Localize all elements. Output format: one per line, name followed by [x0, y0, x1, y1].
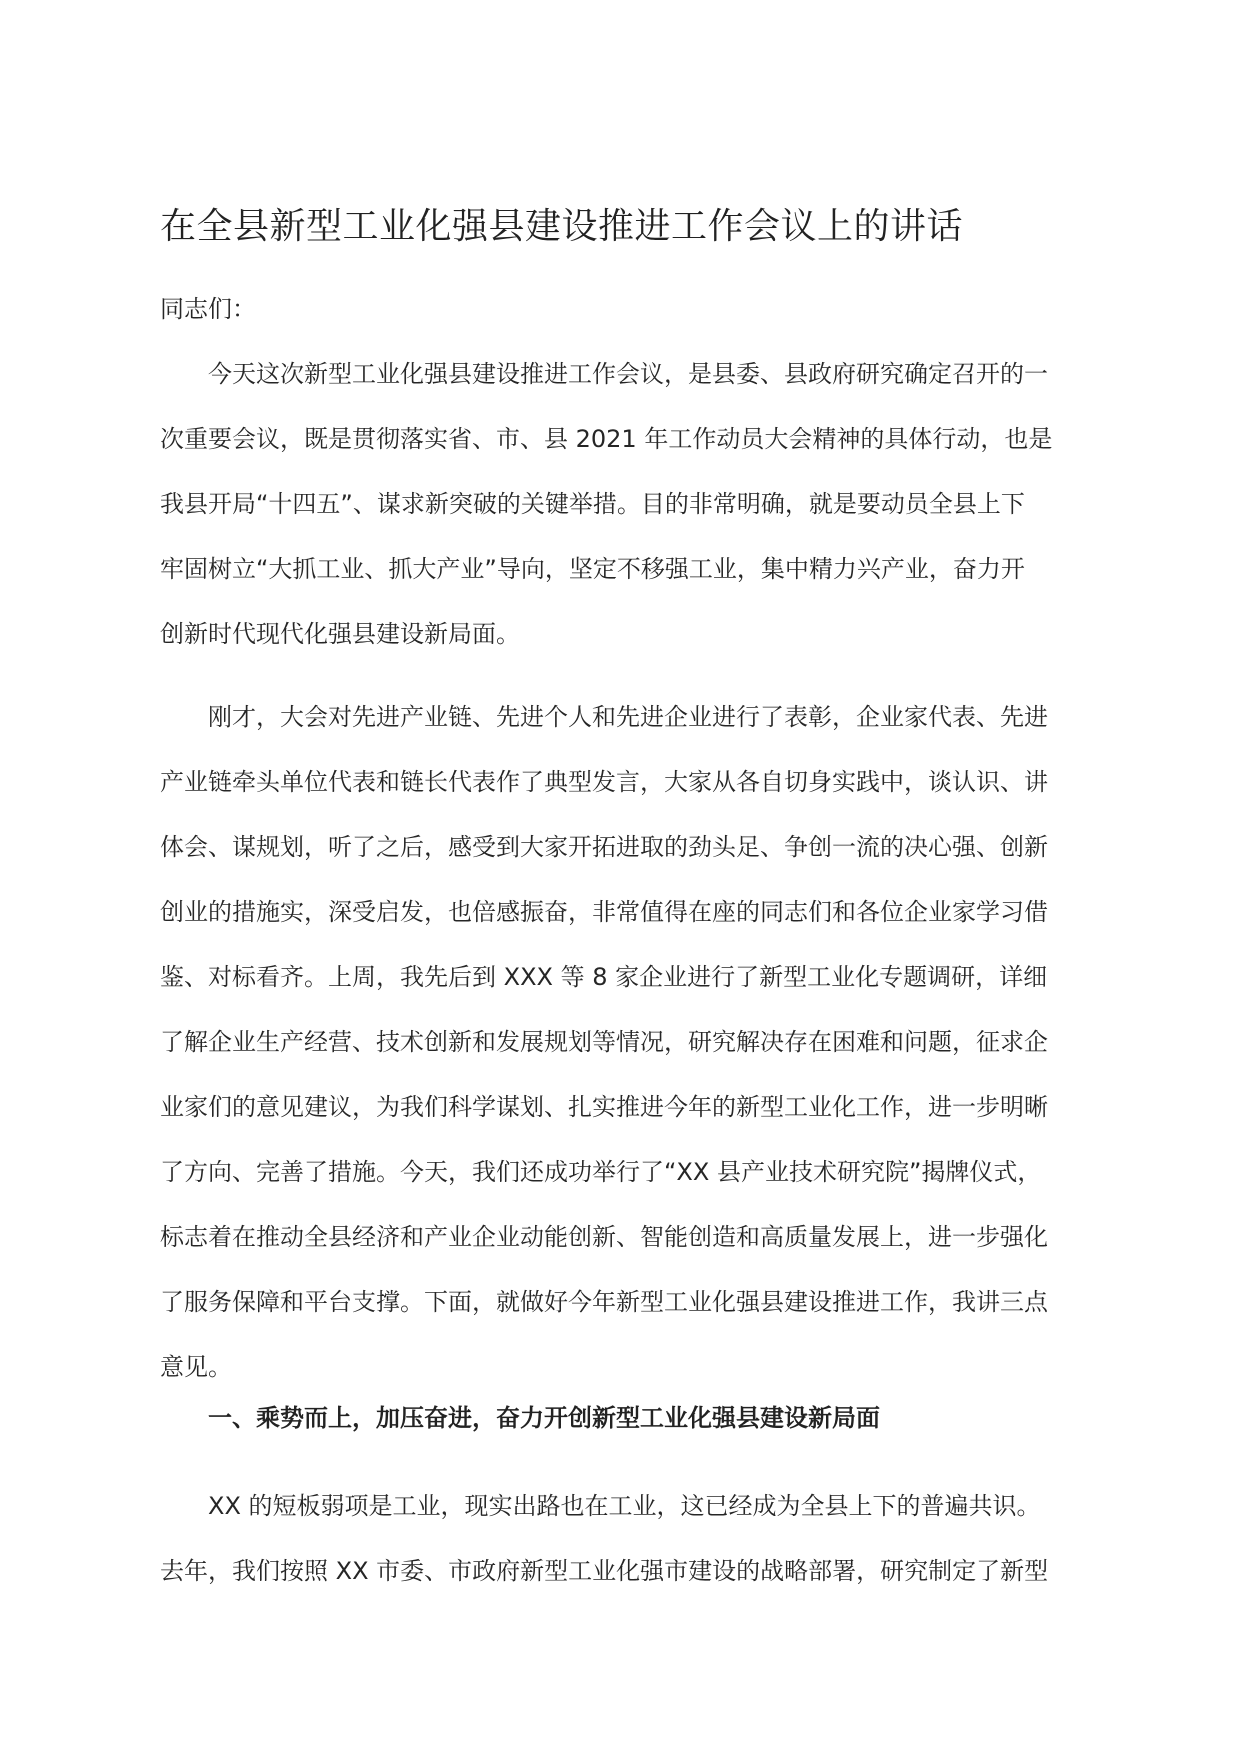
- salutation: 同志们：: [160, 295, 256, 323]
- paragraph-line: 鉴、对标看齐。上周，我先后到 XXX 等 8 家企业进行了新型工业化专题调研，详细: [160, 963, 1048, 991]
- paragraph-line: 了方向、完善了措施。今天，我们还成功举行了“XX 县产业技术研究院”揭牌仪式，: [160, 1158, 1042, 1186]
- paragraph-section-one: [160, 1474, 1120, 1604]
- section-heading: 一、乘势而上，加压奋进，奋力开创新型工业化强县建设新局面: [208, 1404, 880, 1432]
- paragraph-line: 创业的措施实，深受启发，也倍感振奋，非常值得在座的同志们和各位企业家学习借: [160, 898, 1048, 926]
- paragraph-line: 意见。: [160, 1353, 232, 1381]
- paragraph-line: 去年，我们按照 XX 市委、市政府新型工业化强市建设的战略部署，研究制定了新型: [160, 1557, 1049, 1585]
- paragraph-line: 了服务保障和平台支撑。下面，就做好今年新型工业化强县建设推进工作，我讲三点: [160, 1288, 1048, 1316]
- paragraph-opening: [160, 342, 1120, 667]
- document-title: 在全县新型工业化强县建设推进工作会议上的讲话: [160, 206, 964, 247]
- paragraph-line: 我县开局“十四五”、谋求新突破的关键举措。目的非常明确，就是要动员全县上下: [160, 490, 1025, 518]
- paragraph-line: 次重要会议，既是贯彻落实省、市、县 2021 年工作动员大会精神的具体行动，也是: [160, 425, 1053, 453]
- paragraph-line: 创新时代现代化强县建设新局面。: [160, 620, 520, 648]
- paragraph-line: 牢固树立“大抓工业、抓大产业”导向，坚定不移强工业，集中精力兴产业，奋力开: [160, 555, 1025, 583]
- paragraph-review: [160, 685, 1120, 1400]
- paragraph-line: 业家们的意见建议，为我们科学谋划、扎实推进今年的新型工业化工作，进一步明晰: [160, 1093, 1048, 1121]
- paragraph-line: 刚才，大会对先进产业链、先进个人和先进企业进行了表彰，企业家代表、先进: [208, 703, 1048, 731]
- paragraph-line: 了解企业生产经营、技术创新和发展规划等情况，研究解决存在困难和问题，征求企: [160, 1028, 1048, 1056]
- paragraph-line: 今天这次新型工业化强县建设推进工作会议，是县委、县政府研究确定召开的一: [208, 360, 1048, 388]
- paragraph-line: XX 的短板弱项是工业，现实出路也在工业，这已经成为全县上下的普遍共识。: [208, 1492, 1041, 1520]
- paragraph-line: 产业链牵头单位代表和链长代表作了典型发言，大家从各自切身实践中，谈认识、讲: [160, 768, 1048, 796]
- paragraph-line: 标志着在推动全县经济和产业企业动能创新、智能创造和高质量发展上，进一步强化: [160, 1223, 1048, 1251]
- paragraph-line: 体会、谋规划，听了之后，感受到大家开拓进取的劲头足、争创一流的决心强、创新: [160, 833, 1048, 861]
